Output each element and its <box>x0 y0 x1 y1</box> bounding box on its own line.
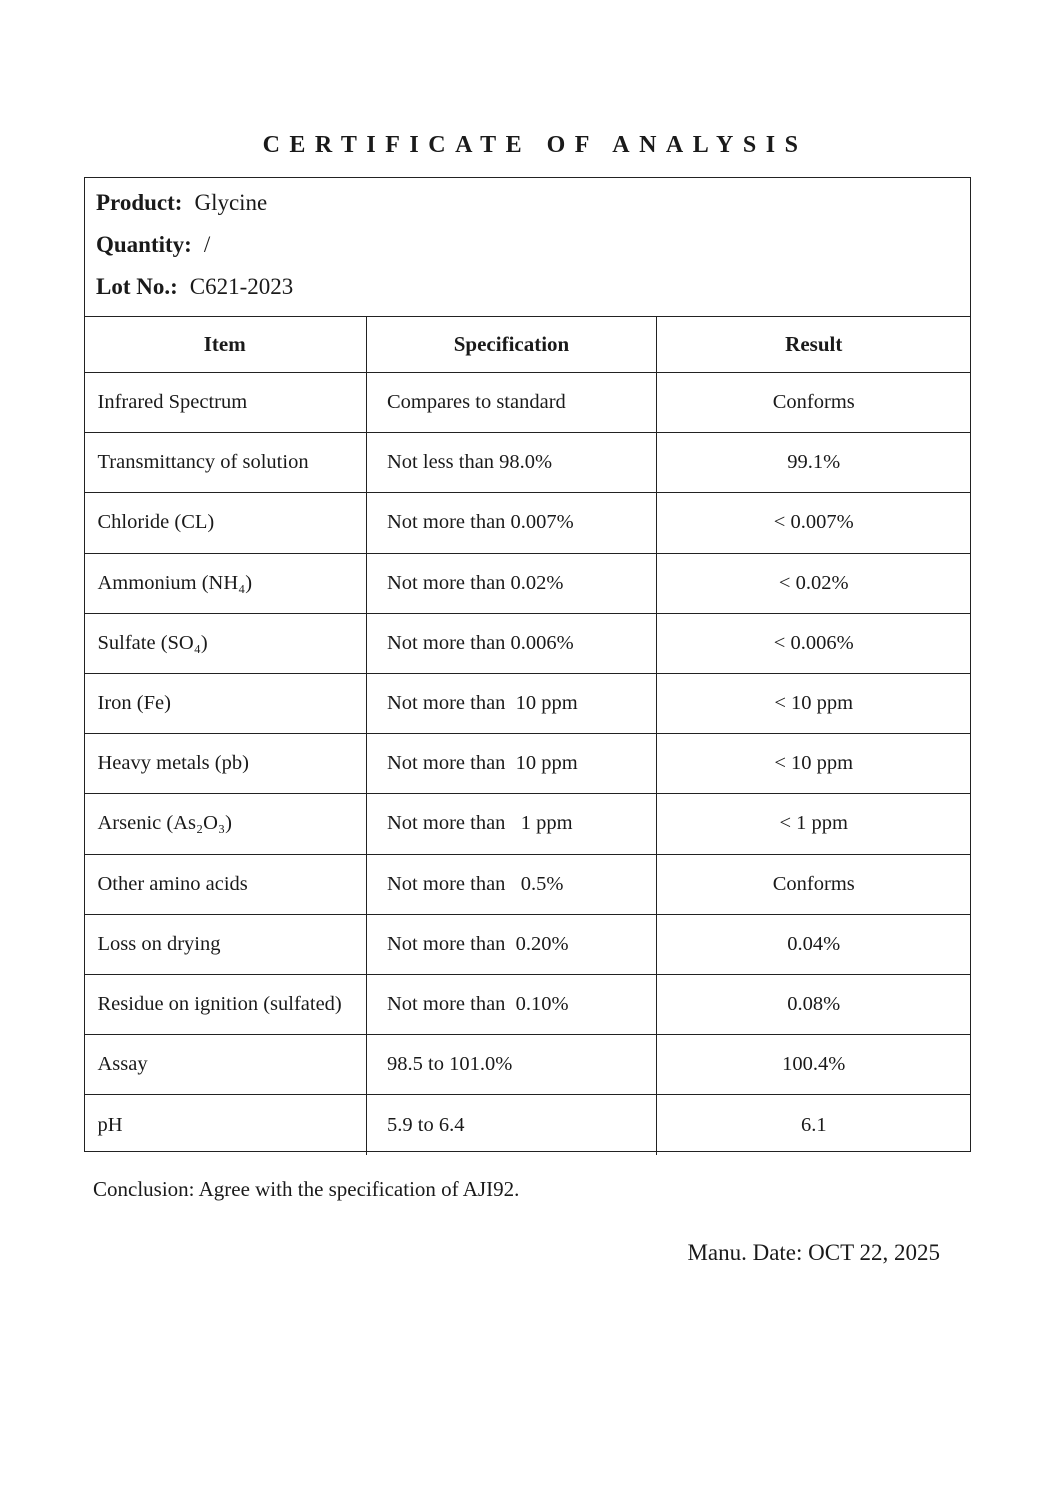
table-row <box>84 553 971 613</box>
conclusion-text: Conclusion: Agree with the specification of AJI92. <box>93 1177 520 1201</box>
specification-cell: 98.5 to 101.0% <box>367 1035 657 1095</box>
table-row <box>84 854 971 914</box>
manufacture-date: Manu. Date: OCT 22, 2025 <box>687 1240 940 1265</box>
results-table <box>84 316 971 1155</box>
table-row <box>84 914 971 974</box>
item-cell: Ammonium (NH₄) <box>84 553 367 613</box>
item-cell: Sulfate (SO₄) <box>84 613 367 673</box>
table-row <box>84 493 971 553</box>
specification-cell: Not more than 1 ppm <box>367 794 657 854</box>
item-cell: Loss on drying <box>84 914 367 974</box>
specification-cell: Not more than 0.20% <box>367 914 657 974</box>
item-cell: Transmittancy of solution <box>84 433 367 493</box>
product-info <box>85 178 970 316</box>
table-row <box>84 734 971 794</box>
specification-cell: Not more than 0.5% <box>367 854 657 914</box>
table-header-row <box>84 317 971 373</box>
quantity-value: / <box>203 232 211 257</box>
item-cell: pH <box>84 1095 367 1155</box>
item-cell: Infrared Spectrum <box>84 373 367 433</box>
product-value: Glycine <box>194 190 268 215</box>
item-cell: Residue on ignition (sulfated) <box>84 974 367 1034</box>
result-cell: < 1 ppm <box>657 794 971 854</box>
quantity-label: Quantity: <box>96 232 192 257</box>
specification-cell: 5.9 to 6.4 <box>367 1095 657 1155</box>
table-row <box>84 613 971 673</box>
result-cell: < 0.006% <box>657 613 971 673</box>
result-cell: 100.4% <box>657 1035 971 1095</box>
result-cell: < 0.02% <box>657 553 971 613</box>
specification-cell: Not more than 10 ppm <box>367 673 657 733</box>
specification-cell: Not more than 0.10% <box>367 974 657 1034</box>
item-cell: Arsenic (As₂O₃) <box>84 794 367 854</box>
result-cell: < 10 ppm <box>657 734 971 794</box>
result-cell: Conforms <box>657 373 971 433</box>
specification-cell: Not less than 98.0% <box>367 433 657 493</box>
item-cell: Iron (Fe) <box>84 673 367 733</box>
header-result: Result <box>657 317 971 373</box>
specification-cell: Not more than 10 ppm <box>367 734 657 794</box>
result-cell: < 0.007% <box>657 493 971 553</box>
certificate-box <box>84 177 971 1152</box>
result-cell: 0.08% <box>657 974 971 1034</box>
product-label: Product: <box>96 190 183 215</box>
specification-cell: Not more than 0.007% <box>367 493 657 553</box>
table-row <box>84 433 971 493</box>
result-cell: 99.1% <box>657 433 971 493</box>
specification-cell: Not more than 0.006% <box>367 613 657 673</box>
header-specification: Specification <box>367 317 657 373</box>
item-cell: Assay <box>84 1035 367 1095</box>
table-row <box>84 1095 971 1155</box>
lot-label: Lot No.: <box>96 274 178 299</box>
quantity-line <box>96 232 210 258</box>
product-line <box>96 190 267 216</box>
table-row <box>84 1035 971 1095</box>
table-row <box>84 974 971 1034</box>
specification-cell: Not more than 0.02% <box>367 553 657 613</box>
result-cell: < 10 ppm <box>657 673 971 733</box>
table-row <box>84 673 971 733</box>
lot-line <box>96 274 293 300</box>
header-item: Item <box>84 317 367 373</box>
table-body <box>84 373 971 1155</box>
table-row <box>84 373 971 433</box>
specification-cell: Compares to standard <box>367 373 657 433</box>
item-cell: Other amino acids <box>84 854 367 914</box>
result-cell: 6.1 <box>657 1095 971 1155</box>
item-cell: Chloride (CL) <box>84 493 367 553</box>
lot-value: C621-2023 <box>189 274 294 299</box>
document-title: CERTIFICATE OF ANALYSIS <box>262 132 808 158</box>
result-cell: Conforms <box>657 854 971 914</box>
table-row <box>84 794 971 854</box>
item-cell: Heavy metals (pb) <box>84 734 367 794</box>
result-cell: 0.04% <box>657 914 971 974</box>
